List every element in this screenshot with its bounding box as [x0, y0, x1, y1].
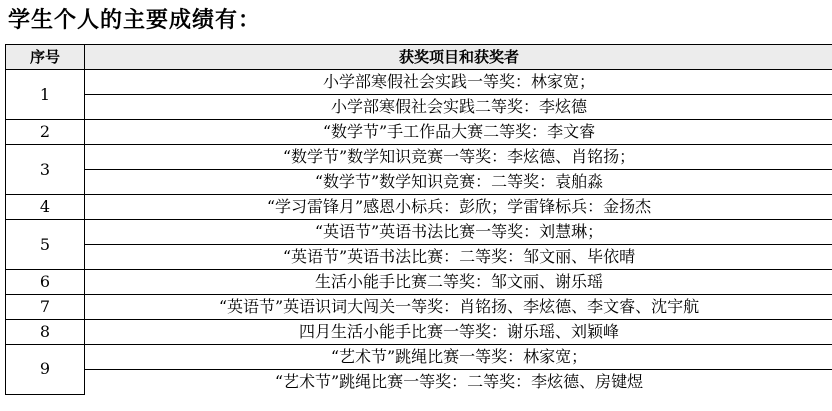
table-row: [6, 120, 832, 145]
award-entry: “英语节”英语书法比赛一等奖：刘慧琳；: [85, 220, 832, 245]
row-number: 1: [6, 70, 85, 120]
column-header-number: 序号: [6, 45, 85, 70]
row-number: 2: [6, 120, 85, 145]
award-entry: “数学节”数学知识竞赛一等奖：李炫德、肖铭扬；: [85, 145, 832, 170]
award-entry: “学习雷锋月”感恩小标兵：彭欣；学雷锋标兵：金扬杰: [85, 195, 832, 220]
column-header-awards: 获奖项目和获奖者: [85, 45, 832, 70]
row-number: 9: [6, 345, 85, 395]
table-row: [6, 345, 832, 370]
row-number: 3: [6, 145, 85, 195]
award-entry: 小学部寒假社会实践二等奖：李炫德: [85, 95, 832, 120]
table-row: [6, 370, 832, 395]
award-entry: “艺术节”跳绳比赛一等奖：二等奖：李炫德、房键煜: [85, 370, 832, 395]
table-row: [6, 295, 832, 320]
row-number: 8: [6, 320, 85, 345]
award-entry: “数学节”数学知识竞赛：二等奖：袁舶淼: [85, 170, 832, 195]
award-entry: 小学部寒假社会实践一等奖：林家宽；: [85, 70, 832, 95]
award-entry: 生活小能手比赛二等奖：邹文丽、谢乐瑶: [85, 270, 832, 295]
table-row: [6, 245, 832, 270]
page-title: 学生个人的主要成绩有：: [8, 8, 262, 33]
table-row: [6, 145, 832, 170]
table-row: [6, 320, 832, 345]
table-row: [6, 95, 832, 120]
row-number: 6: [6, 270, 85, 295]
table-row: [6, 270, 832, 295]
award-entry: “英语节”英语识词大闯关一等奖：肖铭扬、李炫德、李文睿、沈宇航: [85, 295, 832, 320]
table-row: [6, 170, 832, 195]
award-entry: 四月生活小能手比赛一等奖：谢乐瑶、刘颖峰: [85, 320, 832, 345]
award-entry: “英语节”英语书法比赛：二等奖：邹文丽、毕依晴: [85, 245, 832, 270]
award-entry: “数学节”手工作品大赛二等奖：李文睿: [85, 120, 832, 145]
table-row: [6, 220, 832, 245]
table-row: [6, 70, 832, 95]
table-row: [6, 195, 832, 220]
awards-table: [5, 44, 832, 395]
row-number: 4: [6, 195, 85, 220]
row-number: 7: [6, 295, 85, 320]
row-number: 5: [6, 220, 85, 270]
table-header-row: [6, 45, 832, 70]
award-entry: “艺术节”跳绳比赛一等奖：林家宽；: [85, 345, 832, 370]
